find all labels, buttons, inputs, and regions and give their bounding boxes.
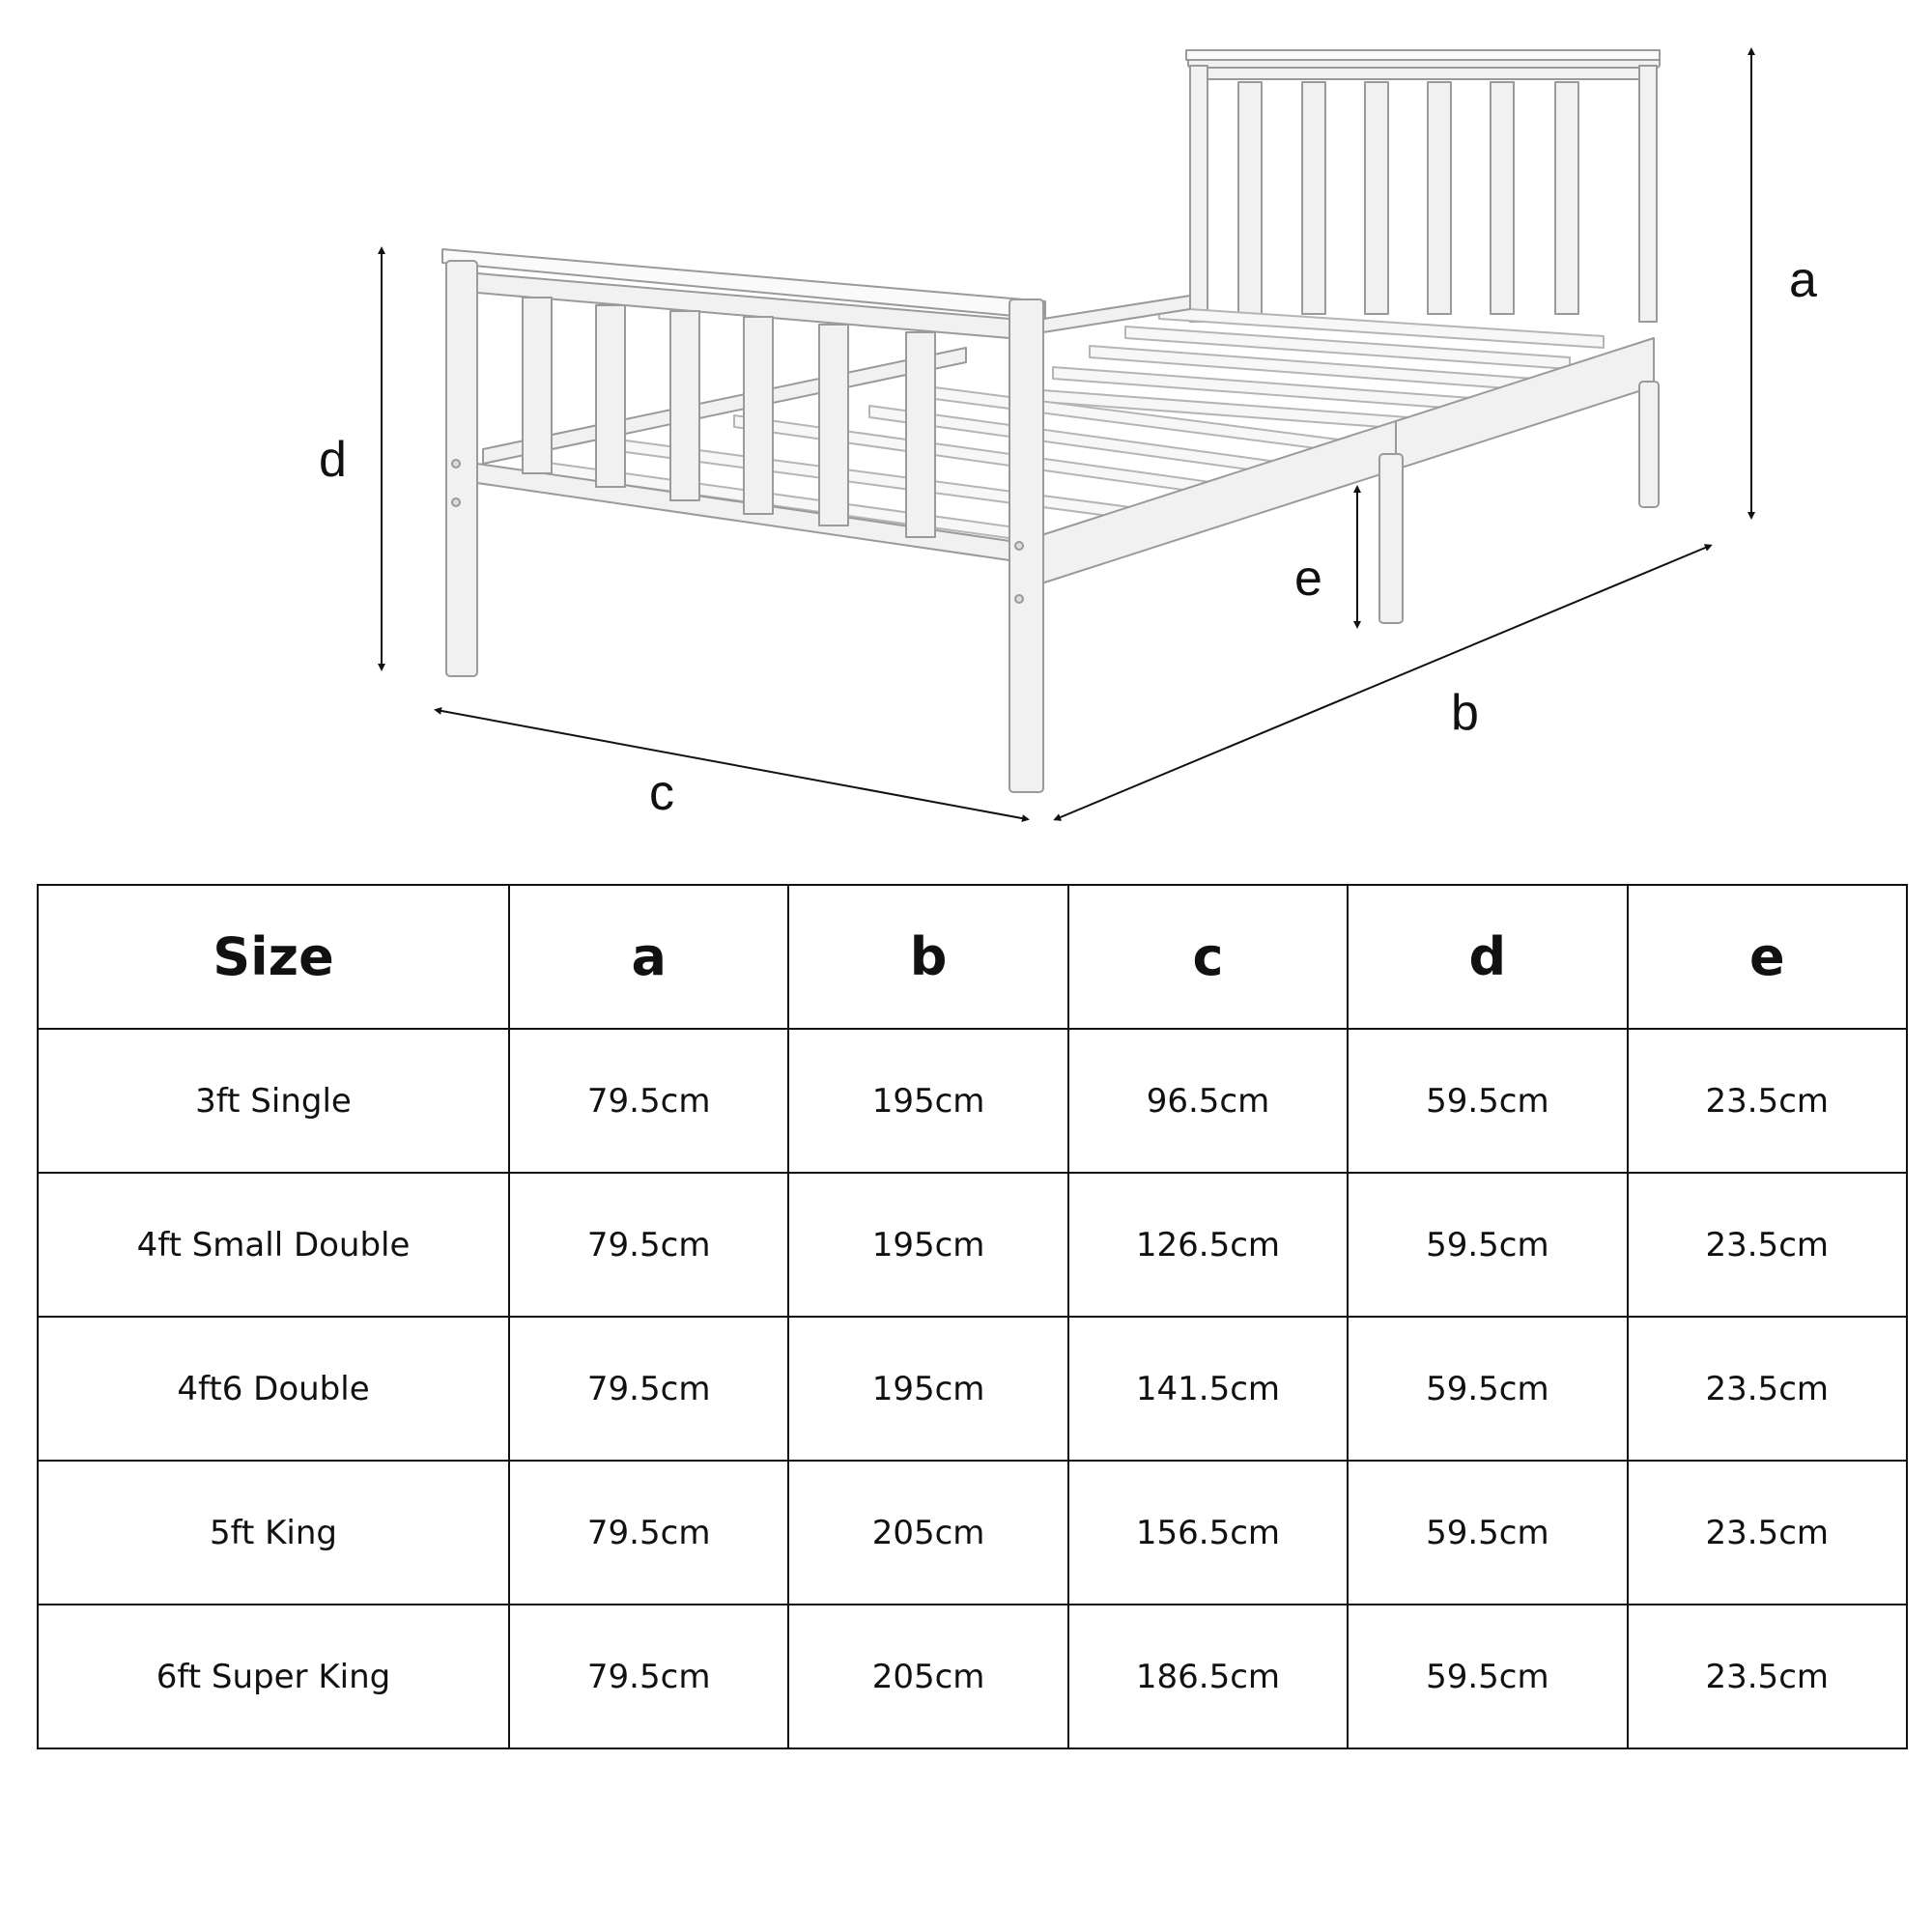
cell-e: 23.5cm <box>1628 1605 1907 1748</box>
cell-e: 23.5cm <box>1628 1461 1907 1605</box>
header-e: e <box>1628 885 1907 1029</box>
headboard <box>1186 50 1660 322</box>
header-a: a <box>509 885 788 1029</box>
cell-a: 79.5cm <box>509 1029 788 1173</box>
cell-c: 96.5cm <box>1068 1029 1348 1173</box>
cell-d: 59.5cm <box>1348 1029 1627 1173</box>
cell-e: 23.5cm <box>1628 1317 1907 1461</box>
header-c: c <box>1068 885 1348 1029</box>
cell-b: 195cm <box>788 1029 1067 1173</box>
table-row <box>38 1461 1907 1605</box>
bed-frame-illustration <box>0 0 1932 850</box>
cell-a: 79.5cm <box>509 1461 788 1605</box>
cell-d: 59.5cm <box>1348 1173 1627 1317</box>
header-b: b <box>788 885 1067 1029</box>
cell-a: 79.5cm <box>509 1173 788 1317</box>
cell-e: 23.5cm <box>1628 1173 1907 1317</box>
cell-c: 126.5cm <box>1068 1173 1348 1317</box>
cell-size: 3ft Single <box>38 1029 509 1173</box>
cell-c: 156.5cm <box>1068 1461 1348 1605</box>
header-size: Size <box>38 885 509 1029</box>
cell-b: 205cm <box>788 1605 1067 1748</box>
dimension-label-e: e <box>1294 551 1322 607</box>
table-row <box>38 1317 1907 1461</box>
cell-size: 6ft Super King <box>38 1605 509 1748</box>
table-header-row <box>38 885 1907 1029</box>
cell-b: 195cm <box>788 1317 1067 1461</box>
cell-d: 59.5cm <box>1348 1461 1627 1605</box>
dimension-label-a: a <box>1789 252 1817 308</box>
table-row <box>38 1605 1907 1748</box>
cell-size: 4ft Small Double <box>38 1173 509 1317</box>
middle-support-leg <box>1379 454 1403 623</box>
size-dimensions-table <box>37 884 1908 1749</box>
cell-c: 141.5cm <box>1068 1317 1348 1461</box>
cell-a: 79.5cm <box>509 1317 788 1461</box>
cell-c: 186.5cm <box>1068 1605 1348 1748</box>
dimension-label-d: d <box>319 432 347 488</box>
bed-dimension-diagram <box>0 0 1932 850</box>
cell-size: 5ft King <box>38 1461 509 1605</box>
dimension-line-c <box>437 710 1027 819</box>
table-row <box>38 1029 1907 1173</box>
cell-d: 59.5cm <box>1348 1605 1627 1748</box>
header-d: d <box>1348 885 1627 1029</box>
dimension-label-b: b <box>1451 685 1479 741</box>
table-row <box>38 1173 1907 1317</box>
cell-a: 79.5cm <box>509 1605 788 1748</box>
cell-b: 195cm <box>788 1173 1067 1317</box>
dimension-label-c: c <box>649 765 674 821</box>
cell-e: 23.5cm <box>1628 1029 1907 1173</box>
cell-size: 4ft6 Double <box>38 1317 509 1461</box>
cell-b: 205cm <box>788 1461 1067 1605</box>
head-leg-right <box>1639 382 1659 507</box>
cell-d: 59.5cm <box>1348 1317 1627 1461</box>
